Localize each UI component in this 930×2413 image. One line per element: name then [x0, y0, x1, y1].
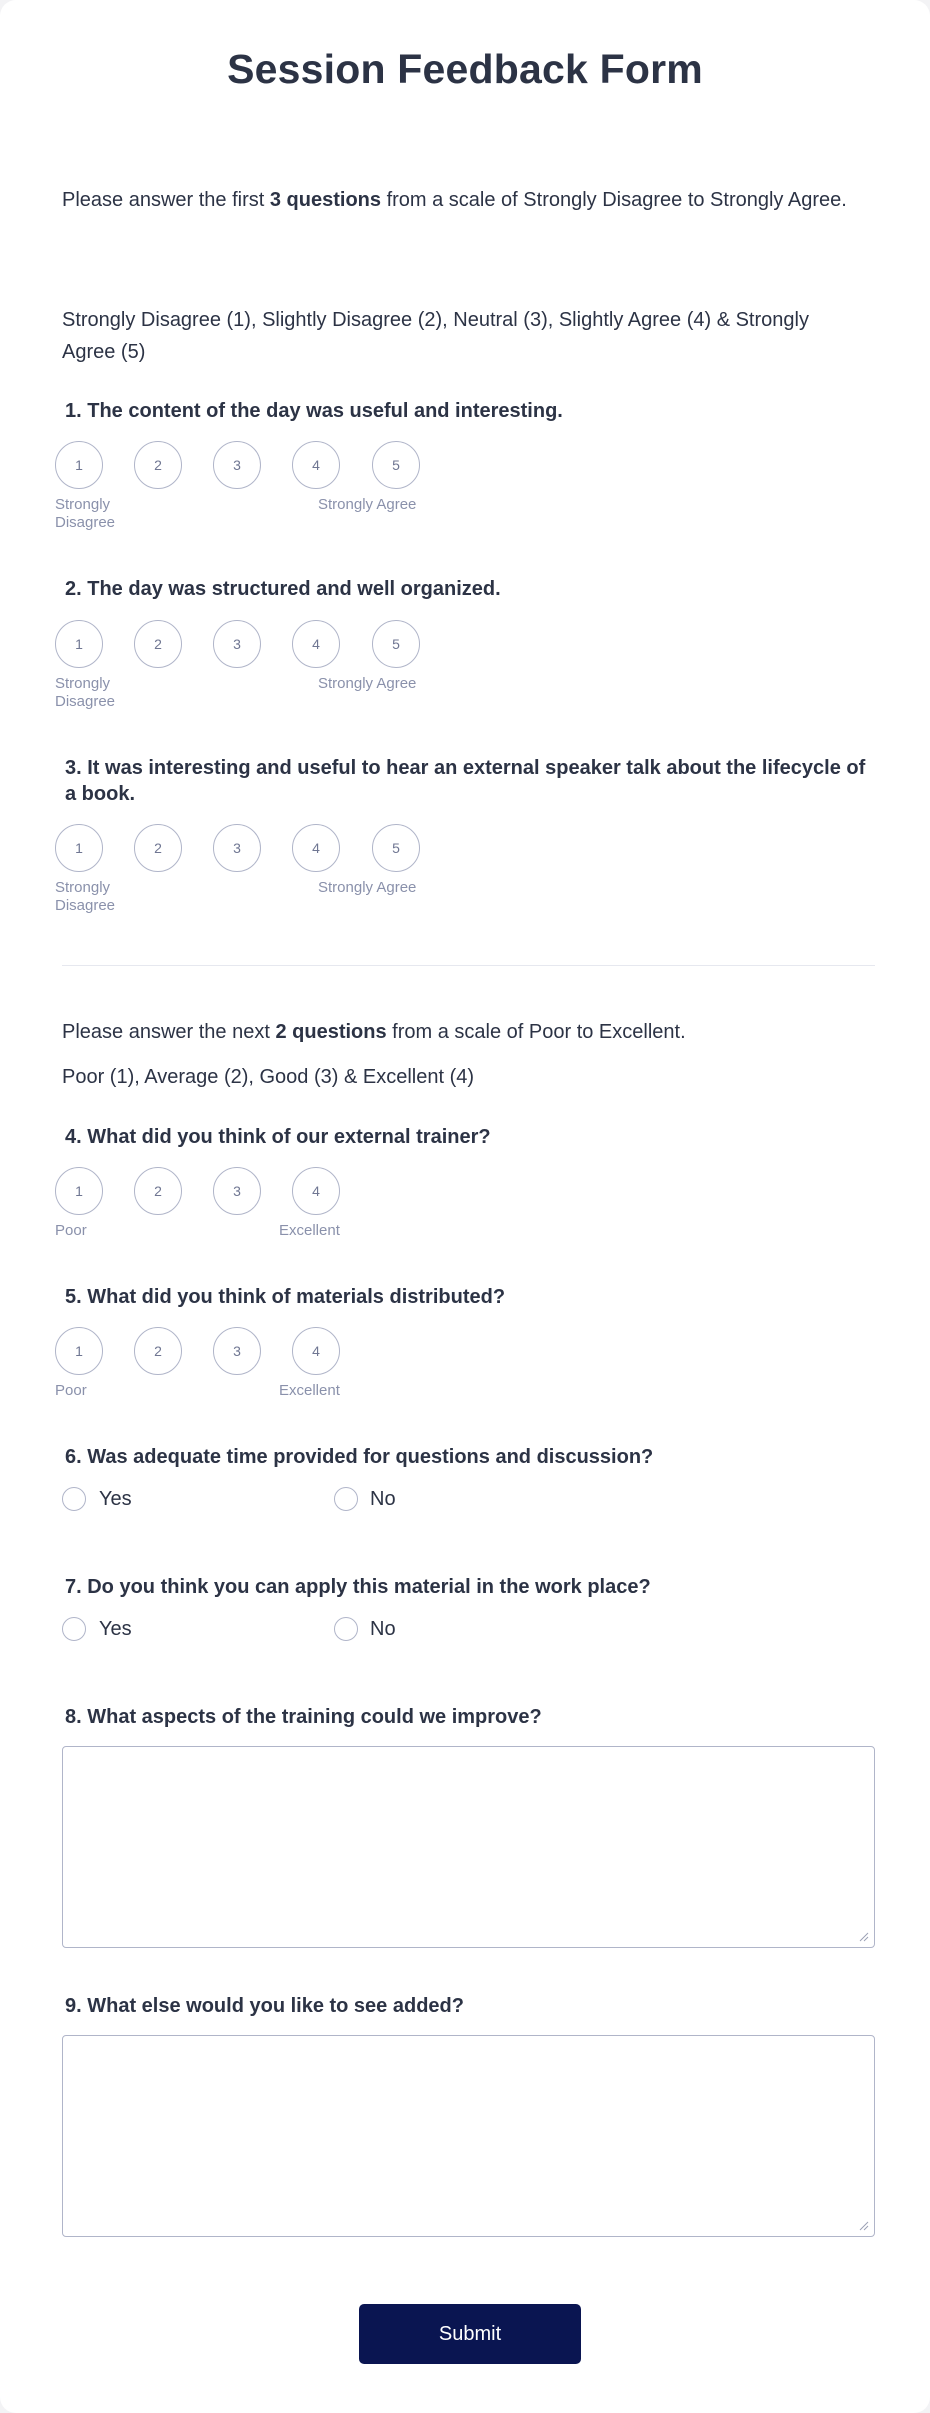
- question-7-label: 7. Do you think you can apply this material in the work place?: [65, 1576, 651, 1598]
- question-6-label: 6. Was adequate time provided for questions and discussion?: [65, 1446, 654, 1468]
- improve-textarea[interactable]: [62, 1746, 875, 1948]
- q4-option-2[interactable]: 2: [134, 1167, 182, 1215]
- q4-option-4[interactable]: 4: [292, 1167, 340, 1215]
- q2-option-4[interactable]: 4: [292, 620, 340, 668]
- question-3-label: 3. It was interesting and useful to hear an external speaker talk about the lifecycle of a book.: [65, 757, 866, 805]
- q5-option-4[interactable]: 4: [292, 1327, 340, 1375]
- q7-no-radio[interactable]: [334, 1617, 358, 1641]
- q7-yes-radio[interactable]: [62, 1617, 86, 1641]
- question-4-label: 4. What did you think of our external trainer?: [65, 1126, 491, 1148]
- q2-option-1[interactable]: 1: [55, 620, 103, 668]
- q4-option-3[interactable]: 3: [213, 1167, 261, 1215]
- intro-1-text-after: from a scale of Strongly Disagree to Strongly Agree.: [381, 189, 847, 211]
- scale-legend-2: Poor (1), Average (2), Good (3) & Excellent (4): [62, 1066, 475, 1088]
- q2-option-3[interactable]: 3: [213, 620, 261, 668]
- question-2-label: 2. The day was structured and well organized.: [65, 578, 501, 600]
- resize-handle-icon[interactable]: [859, 1932, 869, 1942]
- q3-option-4[interactable]: 4: [292, 824, 340, 872]
- intro-2-bold: 2 questions: [275, 1021, 387, 1043]
- q2-low-label: Strongly Disagree: [55, 675, 116, 710]
- submit-button[interactable]: Submit: [359, 2304, 581, 2364]
- added-textarea[interactable]: [62, 2035, 875, 2237]
- q5-option-2[interactable]: 2: [134, 1327, 182, 1375]
- scale-legend-1: Strongly Disagree (1), Slightly Disagree (2), Neutral (3), Slightly Agree (4) & Strongly Agree (5): [62, 309, 809, 363]
- q3-option-2[interactable]: 2: [134, 824, 182, 872]
- q1-high-label: Strongly Agree: [318, 496, 417, 513]
- form-title: Session Feedback Form: [227, 46, 703, 92]
- q7-no-label[interactable]: No: [370, 1618, 396, 1640]
- q3-high-label: Strongly Agree: [318, 879, 417, 896]
- resize-handle-icon[interactable]: [859, 2221, 869, 2231]
- question-9-label: 9. What else would you like to see added?: [65, 1995, 464, 2017]
- q3-low-label: Strongly Disagree: [55, 879, 116, 914]
- q3-option-1[interactable]: 1: [55, 824, 103, 872]
- intro-2-text-after: from a scale of Poor to Excellent.: [386, 1021, 686, 1043]
- intro-1-bold: 3 questions: [269, 189, 382, 211]
- q2-option-2[interactable]: 2: [134, 620, 182, 668]
- question-1-label: 1. The content of the day was useful and interesting.: [65, 400, 563, 422]
- q1-option-5[interactable]: 5: [372, 441, 420, 489]
- q3-option-5[interactable]: 5: [372, 824, 420, 872]
- intro-1-text: Please answer the first: [62, 189, 270, 211]
- q5-high-label: Excellent: [279, 1382, 340, 1399]
- intro-text-1: [62, 184, 862, 216]
- q5-low-label: Poor: [55, 1382, 87, 1399]
- question-8-label: 8. What aspects of the training could we improve?: [65, 1706, 542, 1728]
- q1-option-3[interactable]: 3: [213, 441, 261, 489]
- q6-yes-label[interactable]: Yes: [99, 1488, 132, 1510]
- q2-high-label: Strongly Agree: [318, 675, 417, 692]
- q5-option-3[interactable]: 3: [213, 1327, 261, 1375]
- q5-option-1[interactable]: 1: [55, 1327, 103, 1375]
- q6-yes-radio[interactable]: [62, 1487, 86, 1511]
- q1-option-2[interactable]: 2: [134, 441, 182, 489]
- q7-yes-label[interactable]: Yes: [99, 1618, 132, 1640]
- q4-option-1[interactable]: 1: [55, 1167, 103, 1215]
- intro-2-text: Please answer the next: [62, 1021, 276, 1043]
- q1-option-1[interactable]: 1: [55, 441, 103, 489]
- q1-low-label: Strongly Disagree: [55, 496, 116, 531]
- q4-high-label: Excellent: [279, 1222, 340, 1239]
- q2-option-5[interactable]: 5: [372, 620, 420, 668]
- section-divider: [62, 965, 875, 966]
- q3-option-3[interactable]: 3: [213, 824, 261, 872]
- q6-no-label[interactable]: No: [370, 1488, 396, 1510]
- q4-low-label: Poor: [55, 1222, 87, 1239]
- question-5-label: 5. What did you think of materials distributed?: [65, 1286, 506, 1308]
- intro-text-2: [62, 1016, 862, 1048]
- q1-option-4[interactable]: 4: [292, 441, 340, 489]
- q6-no-radio[interactable]: [334, 1487, 358, 1511]
